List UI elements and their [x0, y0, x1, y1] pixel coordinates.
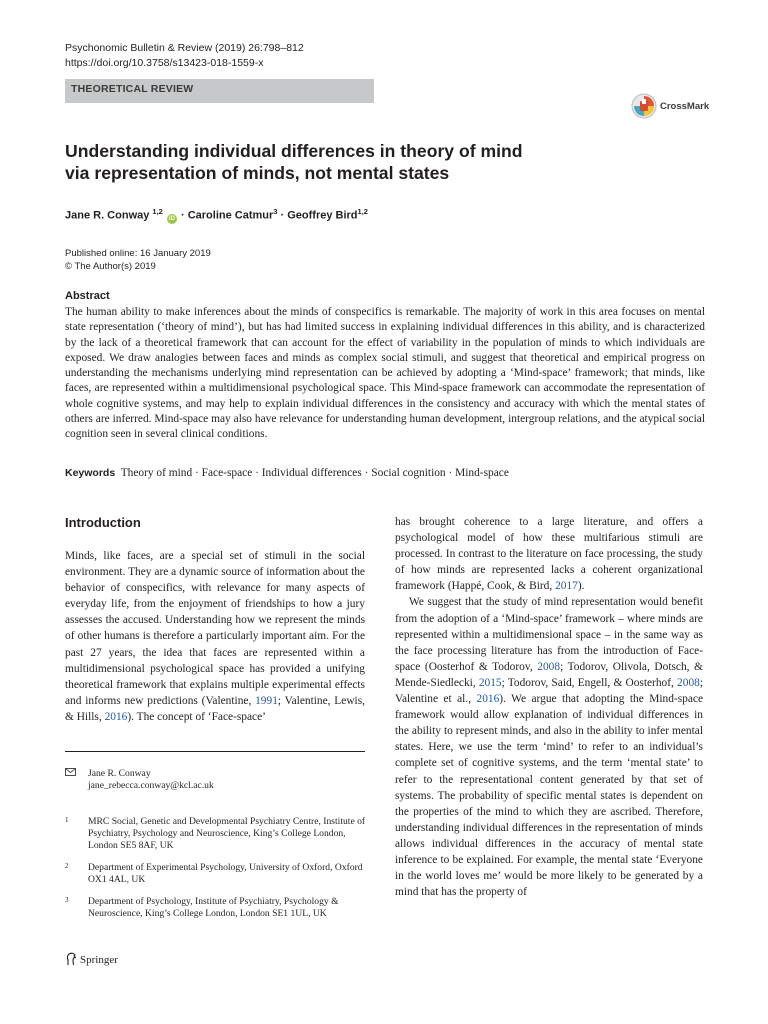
affiliation-number: 3 — [65, 896, 69, 904]
section-label: THEORETICAL REVIEW — [71, 83, 194, 95]
correspondence-name: Jane R. Conway — [88, 768, 151, 779]
author-name[interactable]: Caroline Catmur — [187, 209, 274, 222]
author-affiliation-sup: 1,2 — [357, 207, 368, 216]
abstract-text: The human ability to make inferences about the minds of conspecifics is remarkable. The majority of work in this area focuses on mental state representation (‘theory of mind’), but has had limited success in explaining individual differences in this ability, and is characterized by the lack of a theoretical framework that can account for the effect of variability in the population of minds to which individuals are exposed. We draw analogies between faces and minds as complex social stimuli, and suggest that theoretical and empirical progress on understanding the mechanisms underlying mind representation can be achieved by adopting a ‘Mind-space’ framework; that minds, like faces, are represented within a multidimensional psychological space. This Mind-space framework can accommodate the representation of whole cognitive systems, and may help to explain individual differences in the consistency and accuracy with which the mental states of others are inferred. Mind-space may also have relevance for understanding human development, intergroup relations, and the atypical social cognition seen in several clinical conditions. — [65, 306, 705, 441]
section-label-bar — [65, 79, 374, 103]
body-column-right — [395, 514, 703, 900]
publisher-name: Springer — [80, 954, 118, 966]
body-text: We suggest that the study of mind representation would benefit from the adoption of a ‘Mind-space’ framework – where minds are represented within a multidimensional space – in the same way as the face processing literature has from the introduction of Face-space (Oosterhof & Todorov, — [395, 596, 703, 673]
doi-link[interactable]: https://doi.org/10.3758/s13423-018-1559-x — [65, 57, 264, 69]
footnote-divider — [65, 751, 365, 752]
author-name[interactable]: Jane R. Conway — [65, 209, 150, 222]
body-text: ; Todorov, Said, Engell, & Oosterhof, — [501, 676, 678, 689]
published-date: Published online: 16 January 2019 — [65, 248, 211, 259]
body-text: ; Todorov, Olivola, Dotsch, & Mende-Siedlecki, — [395, 660, 703, 689]
body-column-left — [65, 548, 365, 725]
body-paragraph — [395, 594, 703, 900]
citation-link[interactable]: 2008 — [537, 660, 561, 673]
affiliation-number: 2 — [65, 862, 69, 870]
crossmark-label: CrossMark — [660, 101, 710, 112]
correspondence-details — [88, 768, 368, 792]
citation-link[interactable]: 2016 — [104, 710, 128, 723]
paper-title — [65, 140, 705, 184]
body-text: ). The concept of ‘Face-space’ — [127, 710, 266, 723]
author-affiliation-sup: 3 — [273, 207, 278, 216]
body-text: ). We argue that adopting the Mind-space framework would allow explanation of individual differences in the ability to represent minds, and also in the ability to infer mental states. Here, we use the term ‘mind’ to refer to an individual’s complete set of cognitive systems, and the term ‘mental state’ to refer to the representational content generated by that set of systems. The probability of specific mental states is dependent on the properties of the mind to which they are ascribed. Therefore, understanding individual differences in the representation of minds allows individual differences in the accuracy of mental state inference to be explained. For example, the mental state ‘Everyone in the world loves me’ would be more likely to be generated by a mind that has the property of — [395, 693, 703, 899]
journal-citation: Psychonomic Bulletin & Review (2019) 26:798–812 — [65, 42, 304, 54]
author-separator: · — [177, 209, 188, 222]
body-paragraph — [395, 516, 703, 592]
author-separator: · — [277, 209, 288, 222]
citation-link[interactable]: 2015 — [478, 676, 502, 689]
body-text: has brought coherence to a large literature, and offers a psychological model of how these multifarious stimuli are processed. In contrast to the literature on face processing, the study of how minds are represented lacks a coherent organizational framework (Happé, Cook, & Bird, — [395, 516, 703, 593]
keywords — [65, 467, 509, 479]
title-line: Understanding individual differences in theory of mind — [65, 141, 523, 161]
affiliation-text: MRC Social, Genetic and Developmental Psychiatry Centre, Institute of Psychiatry, Psychology and Neuroscience, King’s College London, London SE5 8AF, UK — [88, 816, 366, 851]
body-text: ; Valentine, Lewis, & Hills, — [65, 694, 365, 723]
author-affiliation-sup: 1,2 — [152, 207, 163, 216]
keywords-text: Theory of mind · Face-space · Individual differences · Social cognition · Mind-space — [120, 467, 509, 479]
abstract-heading: Abstract — [65, 290, 110, 302]
keywords-label: Keywords — [65, 467, 116, 479]
correspondence-email[interactable]: jane_rebecca.conway@kcl.ac.uk — [88, 780, 214, 791]
citation-link[interactable]: 2016 — [476, 693, 500, 706]
title-line: via representation of minds, not mental states — [65, 163, 450, 183]
crossmark-icon — [631, 93, 657, 119]
crossmark-badge[interactable] — [631, 93, 741, 121]
affiliation-text: Department of Psychology, Institute of Psychiatry, Psychology & Neuroscience, King’s College London, London SE1 1UL, UK — [88, 896, 339, 919]
affiliation-text: Department of Experimental Psychology, University of Oxford, Oxford OX1 4AL, UK — [88, 862, 363, 885]
citation-link[interactable]: 2017 — [555, 580, 578, 593]
body-text: ). — [577, 580, 585, 593]
affiliation-number: 1 — [65, 816, 69, 824]
envelope-icon — [65, 768, 76, 776]
citation-link[interactable]: 1991 — [255, 694, 278, 707]
citation-link[interactable]: 2008 — [677, 676, 700, 689]
author-name[interactable]: Geoffrey Bird — [287, 209, 358, 222]
orcid-icon[interactable]: iD — [168, 215, 175, 222]
body-text: Minds, like faces, are a special set of stimuli in the social environment. They are a dynamic source of information about the behavior of conspecifics, with relevance for many aspects of everyday life, from the enjoyment of friendships to how a jury assesses the accused. Understanding how we represent the minds of other humans is therefore a particularly important aim. For the past 27 years, the idea that faces are represented within a multidimensional psychological space has provided a unifying theoretical framework that explains multiple experimental effects and informs new predictions (Valentine, — [65, 550, 365, 707]
publisher-logo — [65, 952, 118, 966]
copyright-notice: © The Author(s) 2019 — [65, 261, 156, 272]
springer-horse-icon — [65, 952, 77, 966]
author-list — [65, 207, 368, 224]
body-text: ; Valentine et al., — [395, 676, 703, 706]
section-heading-introduction: Introduction — [65, 515, 141, 530]
